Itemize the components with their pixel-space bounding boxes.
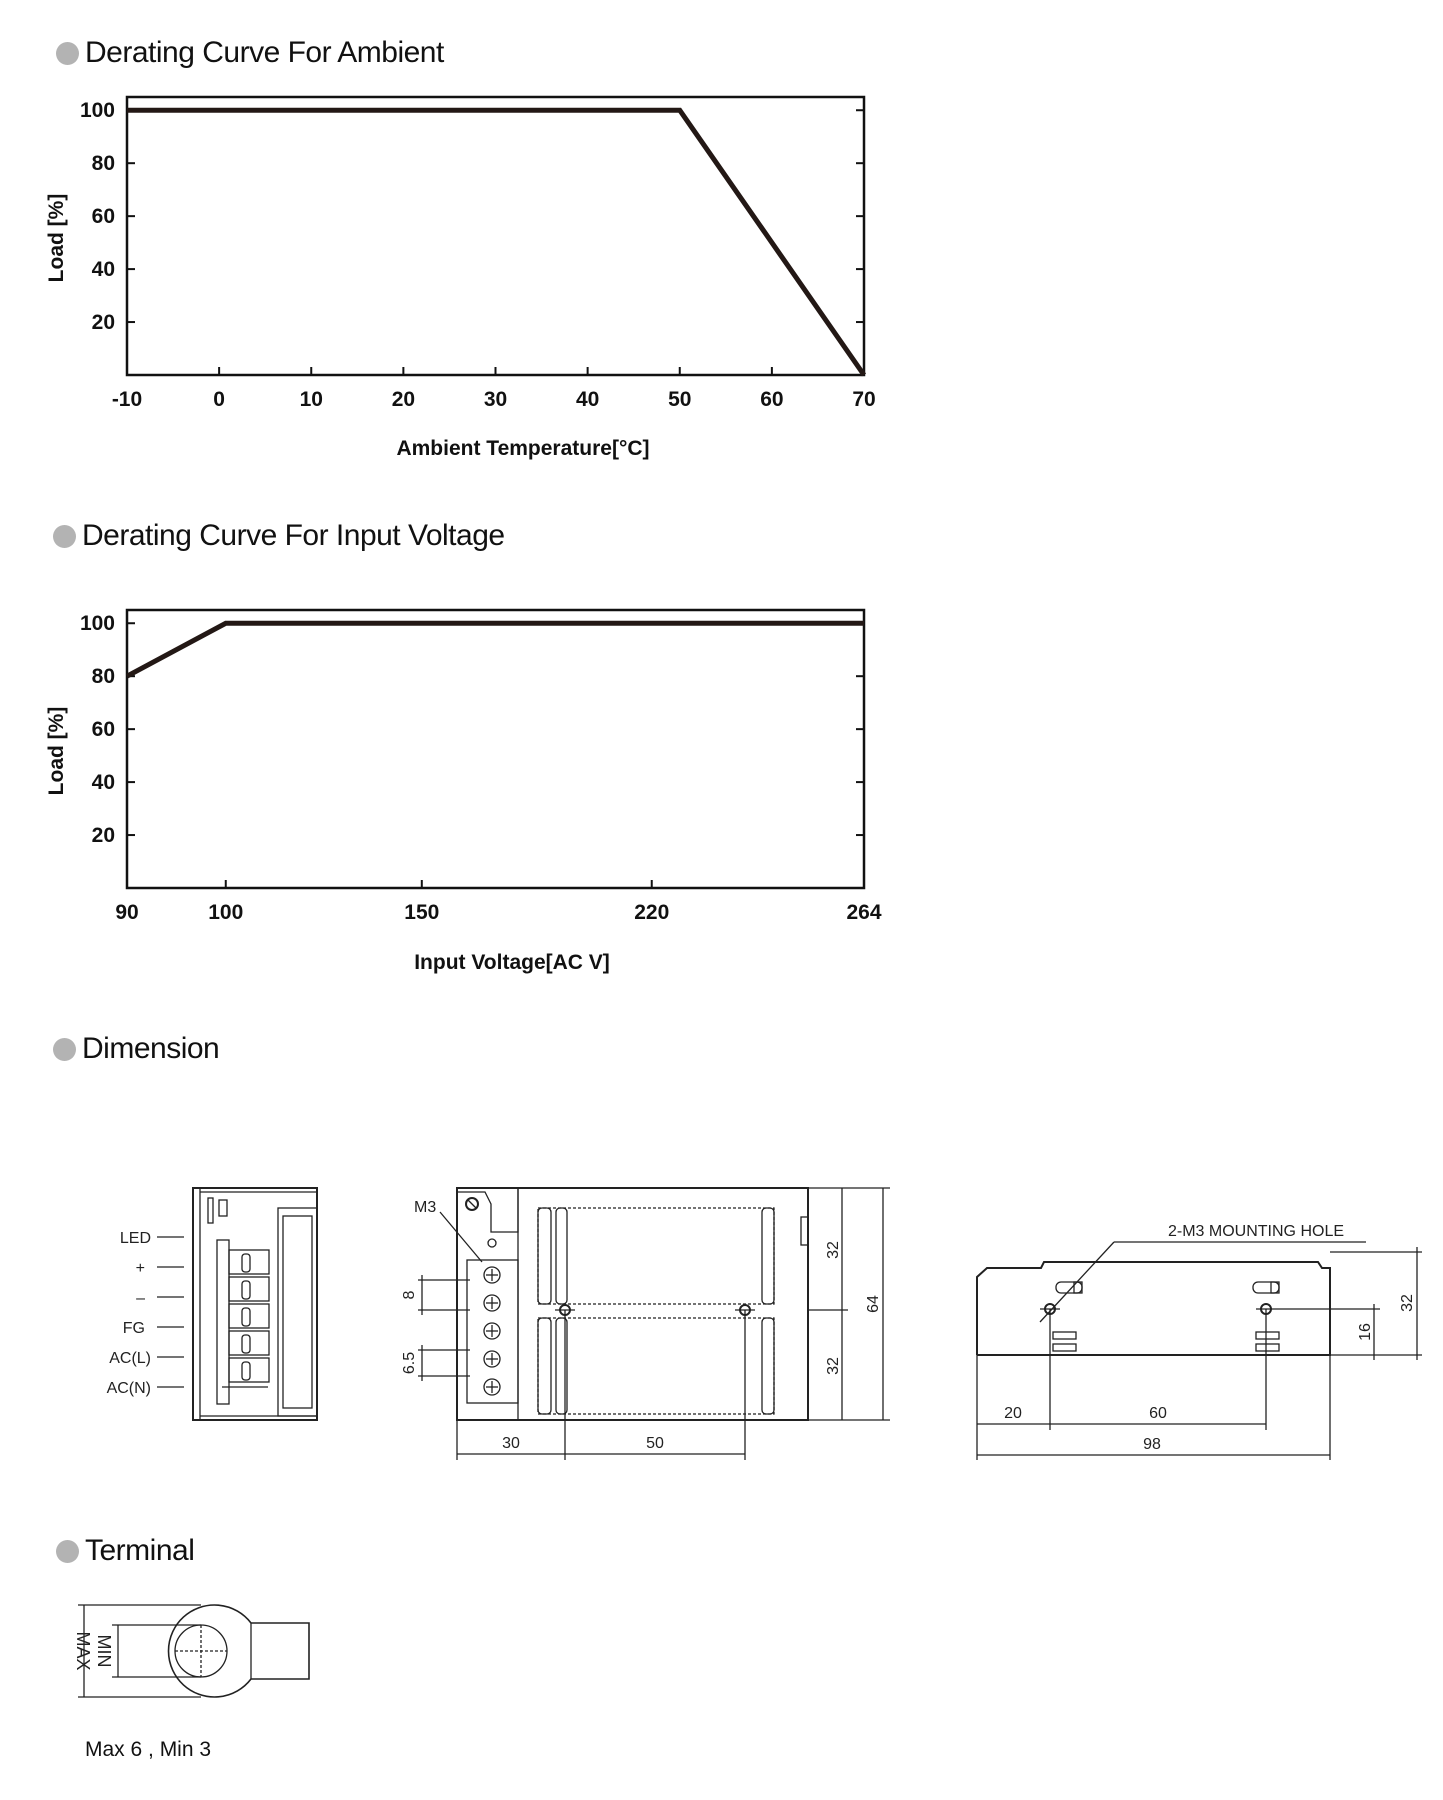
dim-label-20: 20	[1004, 1405, 1022, 1422]
dimension-title-text: Dimension	[82, 1032, 220, 1065]
input-voltage-derating-chart	[0, 500, 1443, 980]
dim-label-6-5: 6.5	[401, 1351, 418, 1375]
dim-label-8: 8	[401, 1290, 418, 1300]
y-tick-label: 40	[91, 771, 115, 795]
y-tick-label: 80	[91, 665, 115, 689]
y-tick-label: 100	[79, 612, 115, 636]
x-tick-label: 0	[213, 388, 225, 411]
dim-label-32: 32	[1399, 1294, 1416, 1312]
dim-label-98: 98	[1143, 1436, 1161, 1453]
front-view	[401, 1188, 890, 1460]
plot-frame	[127, 97, 864, 375]
screw-label-m3: M3	[414, 1199, 437, 1216]
y-tick-label: 20	[91, 311, 115, 335]
dim-label-50: 50	[646, 1435, 664, 1452]
x-axis-title: Ambient Temperature[°C]	[396, 437, 650, 460]
dim-label-32-top: 32	[825, 1241, 842, 1259]
y-tick-label: 60	[91, 205, 115, 229]
dimension-drawings	[0, 1170, 1443, 1490]
ambient-derating-chart	[0, 0, 1443, 480]
x-tick-label: 264	[846, 901, 882, 924]
terminal-min-label: MIN	[94, 1634, 114, 1668]
x-tick-label: 30	[483, 388, 508, 411]
x-tick-label: 40	[575, 388, 600, 411]
side-view	[107, 1188, 317, 1420]
bullet-icon	[53, 1038, 76, 1061]
derating-series-line	[127, 110, 864, 375]
plot-frame	[127, 610, 864, 888]
dim-label-30: 30	[502, 1435, 520, 1452]
y-tick-label: 40	[91, 258, 115, 282]
section-title-terminal	[56, 1534, 194, 1568]
terminal-size-note: Max 6 , Min 3	[85, 1738, 212, 1761]
dim-label-32-bottom: 32	[825, 1357, 842, 1375]
side-label-led: LED	[119, 1230, 151, 1247]
terminal-block	[222, 1250, 269, 1387]
x-tick-label: 90	[115, 901, 139, 924]
side-label-minus: –	[136, 1290, 145, 1307]
x-tick-label: 150	[404, 901, 440, 924]
y-tick-label: 60	[91, 718, 115, 742]
x-tick-label: 60	[760, 388, 784, 411]
x-tick-label: 10	[299, 388, 323, 411]
bullet-icon	[56, 1540, 79, 1563]
y-tick-label: 20	[91, 824, 115, 848]
x-axis-title: Input Voltage[AC V]	[414, 951, 610, 974]
input-title-text: Derating Curve For Input Voltage	[82, 519, 505, 552]
side-label-fg: FG	[122, 1320, 145, 1337]
x-tick-label: -10	[111, 388, 143, 411]
dim-label-16: 16	[1357, 1323, 1374, 1341]
dim-label-64: 64	[865, 1295, 882, 1313]
side-label-acn: AC(N)	[106, 1380, 151, 1397]
x-tick-label: 20	[391, 388, 416, 411]
y-tick-label: 100	[79, 99, 115, 123]
terminal-max-label: MAX	[73, 1631, 93, 1671]
x-tick-label: 50	[668, 388, 692, 411]
x-tick-label: 70	[852, 388, 876, 411]
front-terminal-block	[467, 1260, 518, 1403]
x-tick-label: 100	[208, 901, 244, 924]
dim-label-60: 60	[1149, 1405, 1167, 1422]
y-axis-title: Load [%]	[45, 193, 68, 283]
terminal-ring-lug	[60, 1600, 380, 1720]
side-label-plus: +	[135, 1260, 145, 1277]
y-axis-title: Load [%]	[45, 706, 68, 796]
terminal-title-text: Terminal	[85, 1534, 195, 1567]
y-tick-label: 80	[91, 152, 115, 176]
ambient-title-text: Derating Curve For Ambient	[85, 36, 444, 69]
x-tick-label: 220	[634, 901, 670, 924]
side-label-acl: AC(L)	[109, 1350, 151, 1367]
section-title-dimension	[53, 1032, 219, 1066]
mounting-hole-label: 2-M3 MOUNTING HOLE	[1168, 1223, 1345, 1240]
bottom-view	[977, 1223, 1422, 1460]
derating-series-line	[127, 623, 864, 676]
